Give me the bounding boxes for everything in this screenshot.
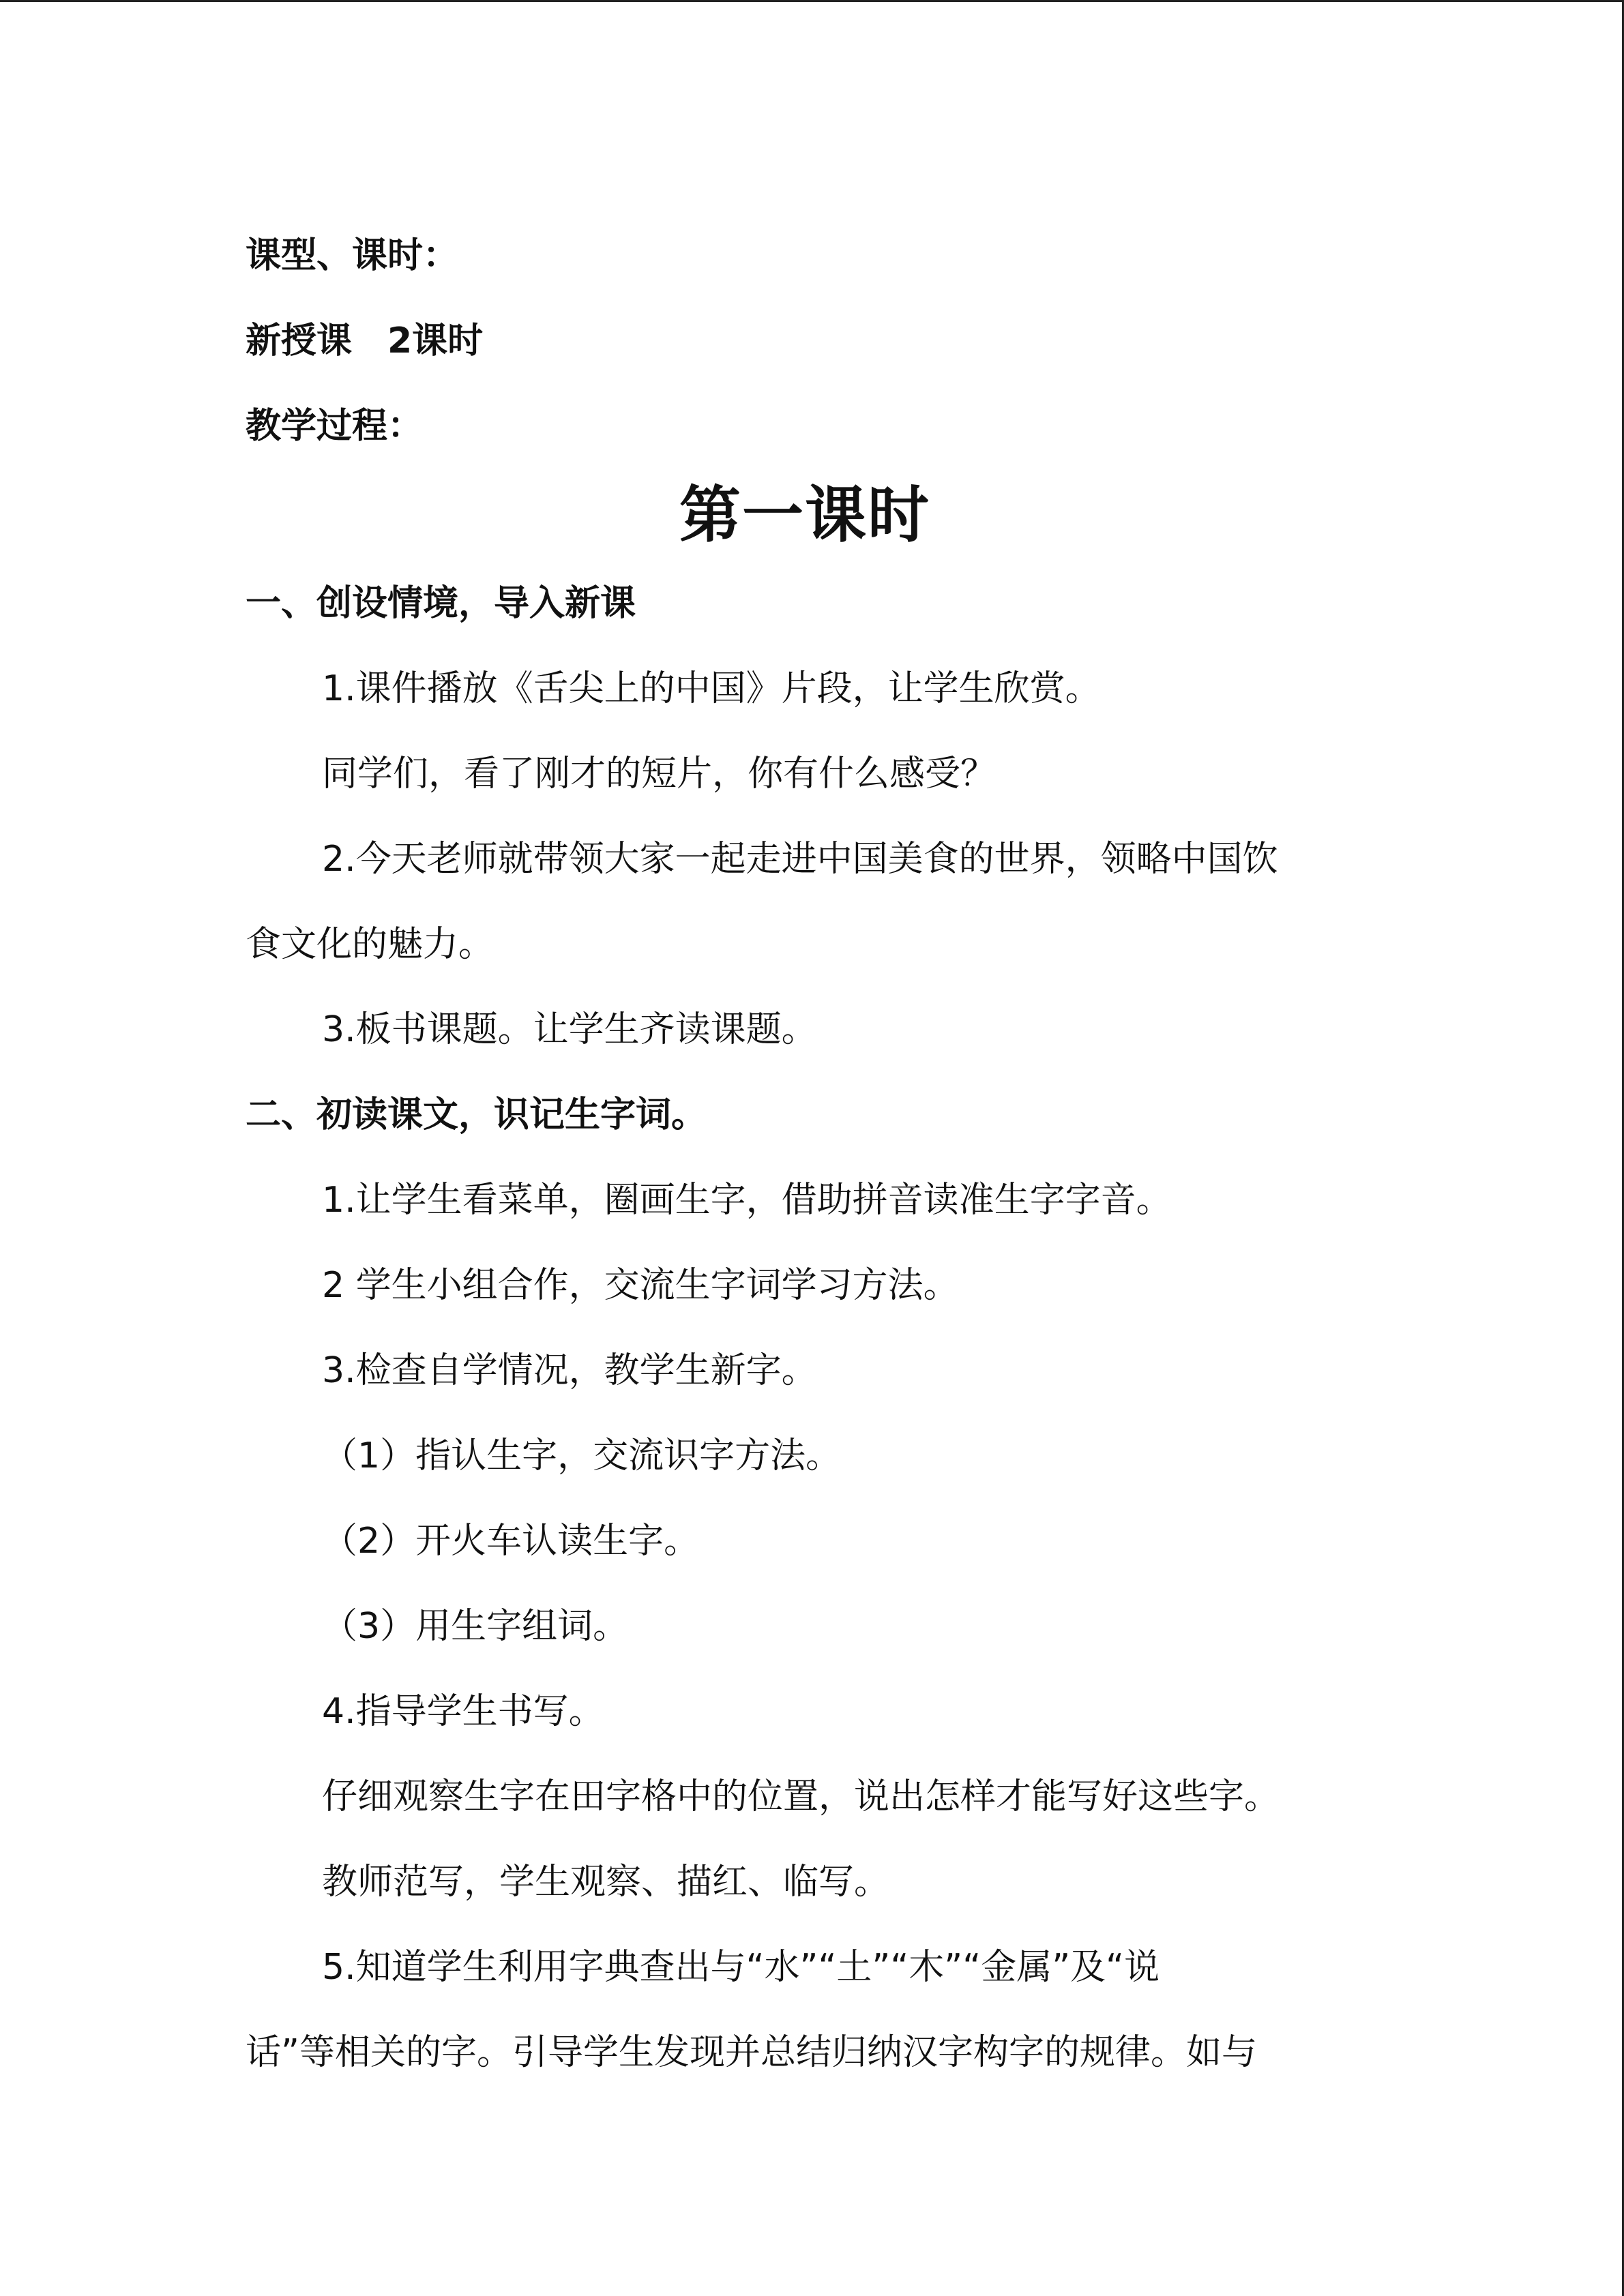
part-heading-1: 一、创设情境，导入新课 — [246, 583, 636, 624]
paragraph: 4.指导学生书写。 — [322, 1691, 604, 1732]
paragraph: 仔细观察生字在田字格中的位置，说出怎样才能写好这些字。 — [322, 1776, 1280, 1817]
paragraph: 2 学生小组合作，交流生字词学习方法。 — [322, 1265, 959, 1306]
paragraph: 1.让学生看菜单，圈画生字，借助拼音读准生字字音。 — [322, 1180, 1172, 1221]
paragraph: 3.板书课题。让学生齐读课题。 — [322, 1009, 817, 1050]
lesson-type-label: 课型、课时： — [246, 235, 459, 276]
sub-item: （3）用生字组词。 — [322, 1606, 629, 1647]
lesson-type-value: 新授课 2课时 — [246, 320, 484, 361]
paragraph: 2.今天老师就带领大家一起走进中国美食的世界，领略中国饮 — [322, 839, 1278, 880]
part-heading-2: 二、初读课文，识记生字词。 — [246, 1094, 707, 1135]
paragraph-continuation: 食文化的魅力。 — [246, 924, 494, 965]
sub-item: （1）指认生字，交流识字方法。 — [322, 1435, 842, 1476]
sub-item: （2）开火车认读生字。 — [322, 1521, 700, 1562]
process-label: 教学过程： — [246, 406, 424, 447]
section-title: 第一课时 — [679, 479, 930, 551]
document-body — [246, 213, 1364, 2096]
paragraph-continuation: 话”等相关的字。引导学生发现并总结归纳汉字构字的规律。如与 — [246, 2032, 1257, 2073]
paragraph: 5.知道学生利用字典查出与“水”“土”“木”“金属”及“说 — [322, 1947, 1160, 1988]
paragraph: 教师范写，学生观察、描红、临写。 — [322, 1862, 890, 1903]
paragraph: 同学们，看了刚才的短片，你有什么感受？ — [322, 754, 996, 794]
paragraph: 3.检查自学情况，教学生新字。 — [322, 1350, 817, 1391]
paragraph: 1.课件播放《舌尖上的中国》片段，让学生欣赏。 — [322, 668, 1101, 709]
